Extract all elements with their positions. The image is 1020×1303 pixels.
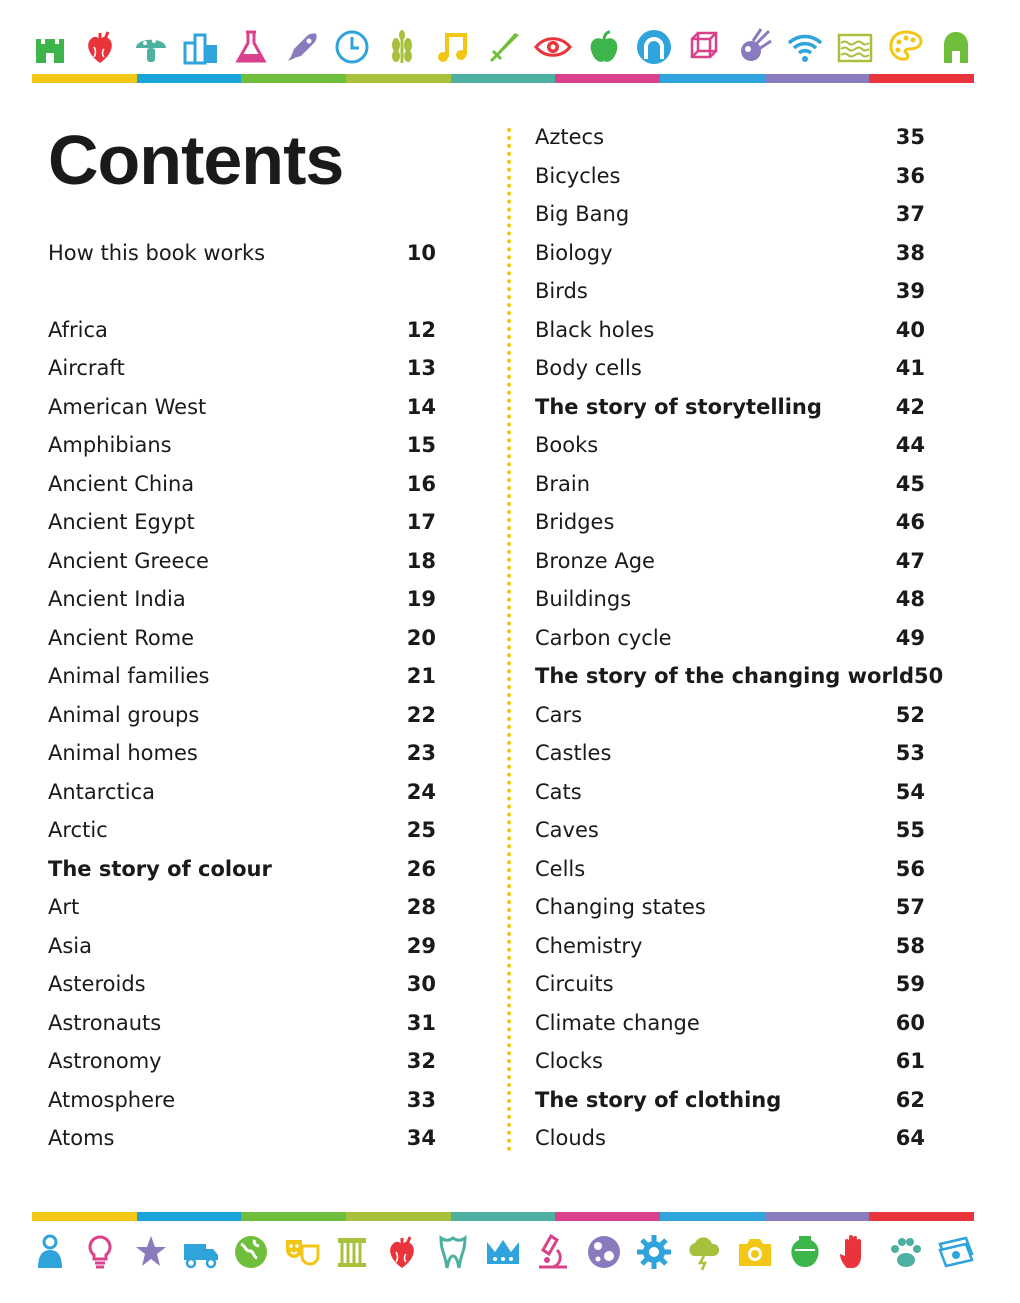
top-color-stripe — [32, 74, 974, 83]
paw-print-icon — [886, 1232, 926, 1272]
toc-entry-page: 34 — [406, 1126, 436, 1151]
comet-icon — [735, 27, 775, 67]
toc-entry — [48, 696, 436, 735]
toc-entry-title: Animal families — [48, 664, 210, 689]
toc-entry-title: Animal groups — [48, 702, 200, 727]
toc-entry-title: Chemistry — [535, 933, 643, 958]
stripe-segment — [346, 74, 451, 83]
toc-entry-page: 64 — [895, 1126, 925, 1151]
toc-entry-page: 33 — [406, 1087, 436, 1112]
toc-entry-title: Black holes — [535, 317, 655, 342]
toc-entry — [535, 888, 925, 927]
toc-entry-title: Ancient Greece — [48, 548, 209, 573]
toc-entry-title: Art — [48, 895, 80, 920]
toc-entry-page: 18 — [406, 548, 436, 573]
toc-entry-title: Clouds — [535, 1126, 606, 1151]
toc-entry-page: 23 — [406, 741, 436, 766]
toc-entry — [48, 465, 436, 504]
toc-entry — [535, 965, 925, 1004]
toc-entry-title: Ancient Egypt — [48, 510, 195, 535]
toc-entry-title: Carbon cycle — [535, 625, 672, 650]
toc-entry-page: 52 — [895, 702, 925, 727]
toc-entry-page: 54 — [895, 779, 925, 804]
toc-entry-title: Aztecs — [535, 125, 605, 150]
toc-entry — [535, 1042, 925, 1081]
money-icon — [936, 1232, 976, 1272]
star-icon — [131, 1232, 171, 1272]
toc-entry-page: 26 — [406, 856, 436, 881]
toc-entry — [48, 503, 436, 542]
toc-entry-page: 32 — [406, 1049, 436, 1074]
sword-icon — [483, 27, 523, 67]
toc-entry — [48, 811, 436, 850]
toc-entry — [535, 272, 925, 311]
toc-entry — [535, 773, 925, 812]
toc-entry-title: Amphibians — [48, 433, 172, 458]
microscope-icon — [533, 1232, 573, 1272]
palette-icon — [886, 27, 926, 67]
toc-entry — [535, 927, 925, 966]
lightbulb-icon — [80, 1232, 120, 1272]
toc-entry-title: Clocks — [535, 1049, 603, 1074]
toc-entry — [48, 619, 436, 658]
toc-entry — [535, 542, 925, 581]
toc-entry-title: Cells — [535, 856, 586, 881]
toc-entry-title: Climate change — [535, 1010, 700, 1035]
column-icon — [332, 1232, 372, 1272]
toc-entry-title: Atoms — [48, 1126, 115, 1151]
toc-entry — [535, 388, 925, 427]
camera-icon — [735, 1232, 775, 1272]
toc-entry-page: 21 — [406, 664, 436, 689]
toc-entry-title: Astronomy — [48, 1049, 162, 1074]
heart-organ-icon — [382, 1232, 422, 1272]
wheat-icon — [382, 27, 422, 67]
toc-entry-title: Caves — [535, 818, 599, 843]
toc-entry — [48, 734, 436, 773]
toc-entry-page: 24 — [406, 779, 436, 804]
toc-entry-title: American West — [48, 394, 207, 419]
toc-entry-title: The story of the changing world — [535, 664, 915, 689]
toc-entry-title: Bridges — [535, 510, 615, 535]
toc-entry — [535, 811, 925, 850]
stripe-segment — [555, 74, 660, 83]
toc-entry-page: 60 — [895, 1010, 925, 1035]
mushroom-icon — [131, 27, 171, 67]
toc-entry — [535, 580, 925, 619]
toc-entry-page: 16 — [406, 471, 436, 496]
city-buildings-icon — [181, 27, 221, 67]
bottom-icon-row — [30, 1229, 976, 1275]
cube-icon — [684, 27, 724, 67]
toc-entry-title: Biology — [535, 240, 613, 265]
toc-entry-title: Castles — [535, 741, 612, 766]
music-note-icon — [433, 27, 473, 67]
crown-icon — [483, 1232, 523, 1272]
stripe-segment — [660, 1212, 765, 1221]
contents-list-left — [48, 234, 436, 1158]
toc-entry-title: Buildings — [535, 587, 632, 612]
page-title: Contents — [48, 121, 344, 199]
toc-entry-title: Cars — [535, 702, 583, 727]
hand-icon — [835, 1232, 875, 1272]
stripe-segment — [451, 1212, 556, 1221]
storm-cloud-icon — [684, 1232, 724, 1272]
toc-entry — [535, 657, 944, 696]
flask-icon — [231, 27, 271, 67]
toc-entry-page: 12 — [406, 317, 436, 342]
stripe-segment — [32, 74, 137, 83]
truck-icon — [181, 1232, 221, 1272]
toc-entry-title: Brain — [535, 471, 591, 496]
toc-entry-page: 39 — [895, 279, 925, 304]
toc-entry-title: Aircraft — [48, 356, 125, 381]
toc-entry-title: Big Bang — [535, 202, 630, 227]
toc-entry-page: 48 — [895, 587, 925, 612]
toc-entry-title: Bronze Age — [535, 548, 655, 573]
toc-entry-page: 25 — [406, 818, 436, 843]
toc-entry — [535, 1081, 925, 1120]
toc-entry — [535, 311, 925, 350]
toc-entry-title: Antarctica — [48, 779, 155, 804]
stripe-segment — [765, 1212, 870, 1221]
toc-entry-title: Asia — [48, 933, 93, 958]
bottom-color-stripe — [32, 1212, 974, 1221]
toc-entry — [48, 888, 436, 927]
toc-entry — [48, 1119, 436, 1158]
toc-entry-title: Arctic — [48, 818, 108, 843]
toc-entry — [48, 234, 436, 273]
toc-entry-page: 17 — [406, 510, 436, 535]
toc-entry-page: 58 — [895, 933, 925, 958]
theatre-masks-icon — [282, 1232, 322, 1272]
toc-entry-page: 42 — [895, 394, 925, 419]
stripe-segment — [346, 1212, 451, 1221]
water-waves-icon — [835, 27, 875, 67]
toc-entry-page: 41 — [895, 356, 925, 381]
toc-entry — [535, 118, 925, 157]
wifi-icon — [785, 27, 825, 67]
toc-entry — [535, 696, 925, 735]
toc-entry-title: Cats — [535, 779, 582, 804]
column-divider — [507, 128, 511, 1152]
stripe-segment — [451, 74, 556, 83]
stripe-segment — [137, 74, 242, 83]
castle-icon — [30, 27, 70, 67]
stripe-segment — [137, 1212, 242, 1221]
stripe-segment — [32, 1212, 137, 1221]
toc-entry-page: 38 — [895, 240, 925, 265]
toc-entry — [535, 850, 925, 889]
toc-entry-title: Ancient Rome — [48, 625, 195, 650]
toc-entry-page: 49 — [895, 625, 925, 650]
toc-entry-page: 15 — [406, 433, 436, 458]
toc-entry-title: Birds — [535, 279, 588, 304]
magnet-icon — [634, 27, 674, 67]
toc-entry-page: 56 — [895, 856, 925, 881]
toc-entry-title: The story of colour — [48, 856, 272, 881]
toc-entry-title: Books — [535, 433, 599, 458]
toc-entry — [535, 234, 925, 273]
toc-entry-title: Animal homes — [48, 741, 198, 766]
toc-entry-page: 55 — [895, 818, 925, 843]
gear-icon — [634, 1232, 674, 1272]
toc-entry — [535, 426, 925, 465]
toc-entry-page: 14 — [406, 394, 436, 419]
vase-icon — [785, 1232, 825, 1272]
clock-icon — [332, 27, 372, 67]
toc-entry — [48, 850, 436, 889]
stripe-segment — [241, 1212, 346, 1221]
eye-icon — [533, 27, 573, 67]
toc-entry-page: 62 — [895, 1087, 925, 1112]
toc-entry — [48, 349, 436, 388]
toc-entry-page: 53 — [895, 741, 925, 766]
toc-entry — [535, 619, 925, 658]
toc-entry-page: 35 — [895, 125, 925, 150]
toc-entry — [48, 1081, 436, 1120]
toc-entry — [535, 349, 925, 388]
toc-entry — [48, 773, 436, 812]
toc-entry-page: 46 — [895, 510, 925, 535]
toc-entry-page: 19 — [406, 587, 436, 612]
toc-entry — [535, 1119, 925, 1158]
toc-entry-page: 13 — [406, 356, 436, 381]
toc-entry — [535, 157, 925, 196]
toc-entry-title: Body cells — [535, 356, 642, 381]
stripe-segment — [765, 74, 870, 83]
toc-entry — [48, 1042, 436, 1081]
stripe-segment — [241, 74, 346, 83]
toc-entry-title: Bicycles — [535, 163, 621, 188]
toc-entry-title: Asteroids — [48, 972, 146, 997]
toc-entry — [48, 542, 436, 581]
toc-entry-title: Astronauts — [48, 1010, 162, 1035]
toc-entry-title: How this book works — [48, 241, 266, 266]
stripe-segment — [660, 74, 765, 83]
toc-entry — [535, 503, 925, 542]
apple-icon — [584, 27, 624, 67]
toc-entry — [535, 734, 925, 773]
toc-entry-title: Circuits — [535, 972, 614, 997]
toc-entry-page: 10 — [406, 241, 436, 266]
toc-entry-page: 30 — [406, 972, 436, 997]
toc-entry-page: 59 — [895, 972, 925, 997]
toc-entry-page: 31 — [406, 1010, 436, 1035]
toc-entry-page: 44 — [895, 433, 925, 458]
tooth-icon — [433, 1232, 473, 1272]
top-icon-row — [30, 24, 976, 70]
toc-entry-page: 22 — [406, 702, 436, 727]
toc-entry — [48, 657, 436, 696]
toc-entry-title: Africa — [48, 317, 108, 342]
contents-list-right — [535, 118, 944, 1158]
toc-entry-page: 20 — [406, 625, 436, 650]
heart-organ-icon — [80, 27, 120, 67]
toc-entry-page: 29 — [406, 933, 436, 958]
toc-entry-title: The story of clothing — [535, 1087, 782, 1112]
toc-entry — [48, 580, 436, 619]
stripe-segment — [869, 1212, 974, 1221]
toc-entry-page: 50 — [914, 664, 944, 689]
toc-entry-page: 36 — [895, 163, 925, 188]
stripe-segment — [555, 1212, 660, 1221]
toc-entry — [535, 465, 925, 504]
stripe-segment — [869, 74, 974, 83]
toc-entry-page: 57 — [895, 895, 925, 920]
toc-entry — [535, 195, 925, 234]
toc-entry-title: Ancient India — [48, 587, 186, 612]
toc-entry — [48, 927, 436, 966]
person-icon — [30, 1232, 70, 1272]
toc-entry-title: Atmosphere — [48, 1087, 176, 1112]
toc-entry-page: 47 — [895, 548, 925, 573]
toc-spacer — [48, 273, 436, 311]
toc-entry-page: 40 — [895, 317, 925, 342]
toc-entry-title: Changing states — [535, 895, 706, 920]
rocket-icon — [282, 27, 322, 67]
toc-entry-page: 37 — [895, 202, 925, 227]
toc-entry-title: The story of storytelling — [535, 394, 822, 419]
globe-icon — [231, 1232, 271, 1272]
toc-entry — [48, 426, 436, 465]
helmet-icon — [936, 27, 976, 67]
toc-entry — [535, 1004, 925, 1043]
toc-entry — [48, 388, 436, 427]
toc-entry-page: 45 — [895, 471, 925, 496]
toc-entry-page: 28 — [406, 895, 436, 920]
toc-entry — [48, 965, 436, 1004]
planet-icon — [584, 1232, 624, 1272]
toc-entry-page: 61 — [895, 1049, 925, 1074]
toc-entry — [48, 311, 436, 350]
toc-entry — [48, 1004, 436, 1043]
toc-entry-title: Ancient China — [48, 471, 195, 496]
